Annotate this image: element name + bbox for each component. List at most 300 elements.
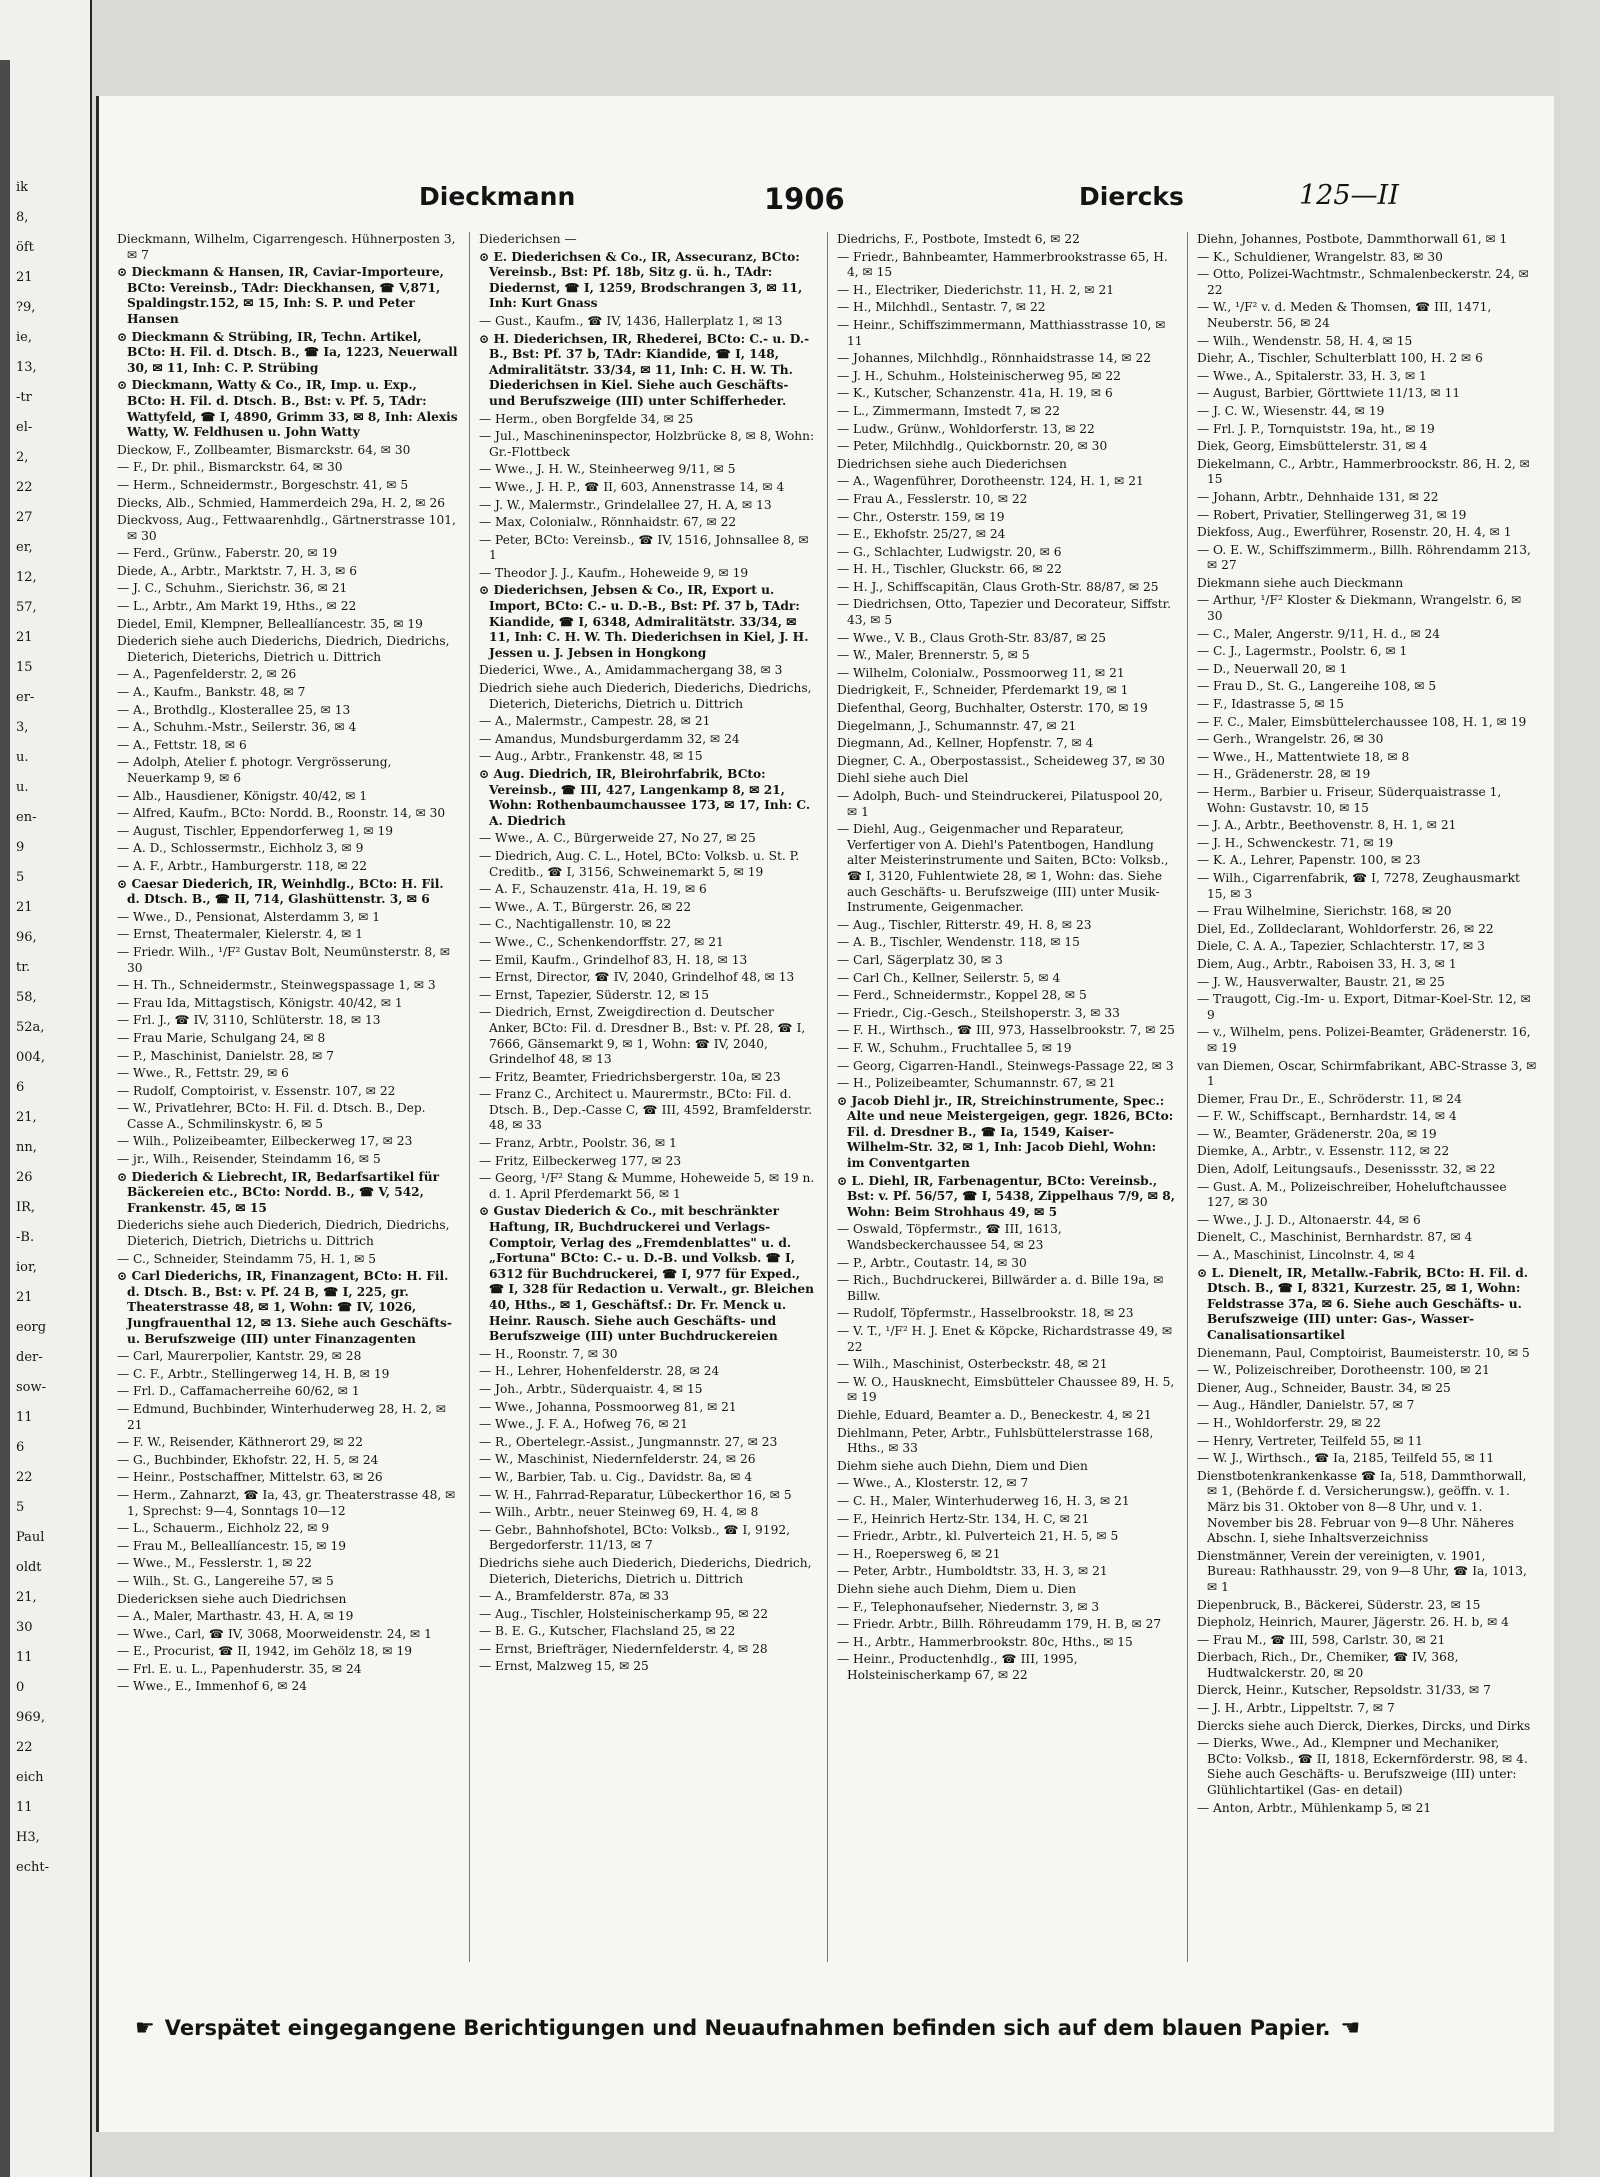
directory-entry: — R., Obertelegr.-Assist., Jungmannstr. 27, ✉ 23 bbox=[479, 1434, 778, 1449]
directory-entry: — E., Procurist, ☎ II, 1942, im Gehölz 18, ✉ 19 bbox=[117, 1644, 412, 1659]
directory-entry: — Wilh., Polizeibeamter, Eilbeckerweg 17, ✉ 23 bbox=[117, 1134, 413, 1149]
directory-entry: Diedrigkeit, F., Schneider, Pferdemarkt 19, ✉ 1 bbox=[837, 683, 1129, 698]
directory-entry: — Ernst, Briefträger, Niedernfelderstr. 4, ✉ 28 bbox=[479, 1641, 768, 1656]
directory-entry: van Diemen, Oscar, Schirmfabrikant, ABC-Strasse 3, ✉ 1 bbox=[1197, 1058, 1537, 1089]
previous-page-fragment: 8, bbox=[16, 210, 29, 225]
previous-page-fragment: ik bbox=[16, 180, 29, 195]
directory-entry: — P., Maschinist, Danielstr. 28, ✉ 7 bbox=[117, 1048, 335, 1063]
directory-entry: — Wwe., D., Pensionat, Alsterdamm 3, ✉ 1 bbox=[117, 909, 381, 924]
column-divider bbox=[469, 232, 470, 1962]
previous-page-fragment: 21 bbox=[16, 270, 33, 285]
directory-entry: — J. H., Arbtr., Lippeltstr. 7, ✉ 7 bbox=[1197, 1701, 1395, 1716]
directory-entry: — F., Telephonaufseher, Niedernstr. 3, ✉ 3 bbox=[837, 1599, 1100, 1614]
directory-entry: — H. H., Tischler, Gluckstr. 66, ✉ 22 bbox=[837, 562, 1062, 577]
directory-entry: Diegner, C. A., Oberpostassist., Scheideweg 37, ✉ 30 bbox=[837, 753, 1165, 768]
directory-entry: — H., Electriker, Diederichstr. 11, H. 2, ✉ 21 bbox=[837, 282, 1115, 297]
directory-entry: — Peter, Milchhdlg., Quickbornstr. 20, ✉ 30 bbox=[837, 439, 1108, 454]
directory-entry: ⊙ Gustav Diederich & Co., mit beschränkter Haftung, IR, Buchdruckerei und Verlags-Comptoir, Verlag des „Fremdenblattes" u. d. „Fortuna" BCto: C.- u. D.-B. und Volksb. ☎ I, 6312 für Buchdruckerei, ☎ I, 977 für Exped., ☎ I, 328 für Redaction u. Verwalt., gr. Bleichen 40, Hths., ✉ 1, Geschäftsf.: Dr. Fr. Menck u. Heinr. Rausch. Siehe auch Geschäfts- und Berufszweige (III) unter Buchdruckereien bbox=[479, 1204, 815, 1344]
previous-page-fragment: u. bbox=[16, 750, 29, 765]
previous-page-fragment: 30 bbox=[16, 1620, 33, 1635]
directory-entry: — W., Beamter, Grädenerstr. 20a, ✉ 19 bbox=[1197, 1126, 1437, 1141]
directory-entry: — Frau M., Belleallíancestr. 15, ✉ 19 bbox=[117, 1538, 346, 1553]
directory-entry: — F. W., Reisender, Käthnerort 29, ✉ 22 bbox=[117, 1435, 364, 1450]
directory-entry: — Gust., Kaufm., ☎ IV, 1436, Hallerplatz 1, ✉ 13 bbox=[479, 313, 783, 328]
directory-entry: — H., Lehrer, Hohenfelderstr. 28, ✉ 24 bbox=[479, 1364, 720, 1379]
directory-entry: — H., Milchhdl., Sentastr. 7, ✉ 22 bbox=[837, 300, 1046, 315]
directory-entry: Diehn siehe auch Diehm, Diem u. Dien bbox=[837, 1581, 1077, 1596]
directory-entry: — Jul., Maschineninspector, Holzbrücke 8, ✉ 8, Wohn: Gr.-Flottbeck bbox=[479, 429, 815, 459]
directory-entry: — Wwe., A. C., Bürgerweide 27, No 27, ✉ 25 bbox=[479, 831, 756, 846]
directory-entry: — Wwe., J. F. A., Hofweg 76, ✉ 21 bbox=[479, 1417, 688, 1432]
directory-entry: ⊙ Aug. Diedrich, IR, Bleirohrfabrik, BCto: Vereinsb., ☎ III, 427, Langenkamp 8, ✉ 21, Wohn: Rothenbaumchaussee 173, ✉ 17, Inh: C. A. Diedrich bbox=[479, 767, 811, 828]
directory-entry: Diener, Aug., Schneider, Baustr. 34, ✉ 25 bbox=[1197, 1380, 1451, 1395]
previous-page-fragment: 21 bbox=[16, 630, 33, 645]
directory-entry: — Herm., Schneidermstr., Borgeschstr. 41, ✉ 5 bbox=[117, 477, 409, 492]
directory-entry: — Aug., Tischler, Ritterstr. 49, H. 8, ✉ 23 bbox=[837, 917, 1092, 932]
directory-entry: ⊙ H. Diederichsen, IR, Rhederei, BCto: C.- u. D.-B., Bst: Pf. 37 b, TAdr: Kiandide, ☎ I, 148, Admiralitätstr. 33/34, ✉ 11, Inh: C. H. W. Th. Diederichsen in Kiel. Siehe auch Geschäfts- und Berufszweige (III) unter Schifferheder. bbox=[479, 331, 810, 408]
directory-entry: — H., Roonstr. 7, ✉ 30 bbox=[479, 1346, 618, 1361]
directory-entry: — Rudolf, Comptoirist, v. Essenstr. 107, ✉ 22 bbox=[117, 1083, 396, 1098]
previous-page-fragment: IR, bbox=[16, 1200, 36, 1215]
previous-page-fragment: eich bbox=[16, 1770, 44, 1785]
directory-entry: — Georg, ¹/F² Stang & Mumme, Hoheweide 5, ✉ 19 n. d. 1. April Pferdemarkt 56, ✉ 1 bbox=[479, 1171, 815, 1201]
directory-entry: — A., Pagenfelderstr. 2, ✉ 26 bbox=[117, 667, 297, 682]
directory-entry: — Otto, Polizei-Wachtmstr., Schmalenbeckerstr. 24, ✉ 22 bbox=[1197, 267, 1529, 297]
directory-entry: — F., Heinrich Hertz-Str. 134, H. C, ✉ 21 bbox=[837, 1511, 1090, 1526]
previous-page-fragment: 57, bbox=[16, 600, 37, 615]
directory-entry: — K. A., Lehrer, Papenstr. 100, ✉ 23 bbox=[1197, 853, 1421, 868]
directory-entry: — Wilh., Cigarrenfabrik, ☎ I, 7278, Zeughausmarkt 15, ✉ 3 bbox=[1197, 870, 1520, 901]
directory-entry: — J. C. W., Wiesenstr. 44, ✉ 19 bbox=[1197, 403, 1385, 418]
directory-entry: — Ludw., Grünw., Wohldorferstr. 13, ✉ 22 bbox=[837, 421, 1095, 436]
column-2 bbox=[479, 232, 817, 1962]
directory-entry: Diedrichs siehe auch Diederich, Diederichs, Diedrich, Dieterich, Dieterichs, Dietrich u. Dittrich bbox=[479, 1555, 812, 1586]
directory-entry: — Peter, BCto: Vereinsb., ☎ IV, 1516, Johnsallee 8, ✉ 1 bbox=[479, 532, 809, 563]
previous-page-fragment: 5 bbox=[16, 870, 25, 885]
directory-entry: Dienstbotenkrankenkasse ☎ Ia, 518, Dammthorwall, ✉ 1, (Behörde f. d. Versicherungsw.), geöffn. v. 1. März bis 31. Oktober von 8—8 Uhr, und v. 1. November bis 28. Februar von 9—8 Uhr. Näheres Abschn. I, siehe Inhaltsverzeichniss bbox=[1197, 1468, 1527, 1546]
directory-entry: — Georg, Cigarren-Handl., Steinwegs-Passage 22, ✉ 3 bbox=[837, 1058, 1174, 1073]
directory-entry: Diederich siehe auch Diederichs, Diedrich, Diedrichs, Dieterich, Dieterichs, Dietrich u. Dittrich bbox=[117, 634, 450, 664]
directory-entry: Diemer, Frau Dr., E., Schröderstr. 11, ✉ 24 bbox=[1197, 1091, 1462, 1106]
directory-entry: — L., Arbtr., Am Markt 19, Hths., ✉ 22 bbox=[117, 599, 357, 614]
pointing-hand-icon: ☛ bbox=[135, 2016, 155, 2041]
directory-entry: ⊙ Diederichsen, Jebsen & Co., IR, Export u. Import, BCto: C.- u. D.-B., Bst: Pf. 37 b, TAdr: Kiandide, ☎ I, 6348, Admiralitätstr. 33/34, ✉ 11, Inh: C. H. W. Th. Diederichsen in Kiel, J. H. Jessen u. J. Jebsen in Hongkong bbox=[479, 583, 809, 660]
directory-entry: Diekmann siehe auch Dieckmann bbox=[1197, 575, 1404, 590]
directory-entry: — H., Grädenerstr. 28, ✉ 19 bbox=[1197, 767, 1371, 782]
directory-entry: Diegmann, Ad., Kellner, Hopfenstr. 7, ✉ 4 bbox=[837, 736, 1094, 751]
directory-entry: — A., Kaufm., Bankstr. 48, ✉ 7 bbox=[117, 685, 306, 700]
directory-entry: — G., Buchbinder, Ekhofstr. 22, H. 5, ✉ 24 bbox=[117, 1452, 379, 1467]
footer-text: Verspätet eingegangene Berichtigungen und Neuaufnahmen befinden sich auf dem blauen Papier. bbox=[164, 2016, 1331, 2040]
directory-entry: — L., Schauerm., Eichholz 22, ✉ 9 bbox=[117, 1521, 330, 1536]
directory-entry: — Gust. A. M., Polizeischreiber, Hoheluftchaussee 127, ✉ 30 bbox=[1197, 1179, 1507, 1210]
directory-entry: — D., Neuerwall 20, ✉ 1 bbox=[1197, 661, 1348, 676]
directory-entry: — Henry, Vertreter, Teilfeld 55, ✉ 11 bbox=[1197, 1433, 1423, 1448]
directory-entry: Dieckow, F., Zollbeamter, Bismarckstr. 64, ✉ 30 bbox=[117, 442, 411, 457]
previous-page-fragment: u. bbox=[16, 780, 29, 795]
previous-page-fragment: 9 bbox=[16, 840, 25, 855]
directory-entry: — A., Wagenführer, Dorotheenstr. 124, H. 1, ✉ 21 bbox=[837, 474, 1144, 489]
directory-entry: — Gebr., Bahnhofshotel, BCto: Volksb., ☎ I, 9192, Bergedorferstr. 11/13, ✉ 7 bbox=[479, 1522, 790, 1553]
directory-entry: — Johann, Arbtr., Dehnhaide 131, ✉ 22 bbox=[1197, 489, 1439, 504]
previous-page-fragment: 21 bbox=[16, 900, 33, 915]
directory-entry: — A., Brothdlg., Klosterallee 25, ✉ 13 bbox=[117, 702, 351, 717]
directory-entry: — August, Barbier, Görttwiete 11/13, ✉ 11 bbox=[1197, 386, 1461, 401]
directory-entry: — Wwe., J. H. W., Steinheerweg 9/11, ✉ 5 bbox=[479, 462, 736, 477]
binding-edge bbox=[0, 60, 10, 2177]
directory-entry: — E., Ekhofstr. 25/27, ✉ 24 bbox=[837, 527, 1006, 542]
directory-entry: Diede, A., Arbtr., Marktstr. 7, H. 3, ✉ 6 bbox=[117, 563, 357, 578]
previous-page-fragment: el- bbox=[16, 420, 33, 435]
column-3 bbox=[837, 232, 1175, 1962]
header-year: 1906 bbox=[764, 182, 845, 216]
directory-entry: ⊙ Dieckmann & Hansen, IR, Caviar-Importeure, BCto: Vereinsb., TAdr: Dieckhansen, ☎ V,871, Spaldingstr.152, ✉ 15, Inh: S. P. und Peter Hansen bbox=[117, 265, 444, 326]
footer-notice bbox=[135, 2016, 1535, 2050]
directory-entry: — Wwe., J. H. P., ☎ II, 603, Annenstrasse 14, ✉ 4 bbox=[479, 479, 785, 494]
previous-page-fragment: ie, bbox=[16, 330, 32, 345]
previous-page-fragment: 6 bbox=[16, 1080, 25, 1095]
previous-page-fragment: nn, bbox=[16, 1140, 37, 1155]
directory-entry: — W., ¹/F² v. d. Meden & Thomsen, ☎ III, 1471, Neuberstr. 56, ✉ 24 bbox=[1197, 300, 1492, 330]
directory-entry: — J. W., Hausverwalter, Baustr. 21, ✉ 25 bbox=[1197, 974, 1445, 989]
directory-entry: ⊙ Jacob Diehl jr., IR, Streichinstrumente, Spec.: Alte und neue Meistergeigen, gegr. 1826, BCto: Fil. d. Dresdner B., ☎ Ia, 1549, Kaiser-Wilhelm-Str. 32, ✉ 1, Inh: Jacob Diehl, Wohn: im Conventgarten bbox=[837, 1093, 1174, 1171]
directory-entry: Diehlmann, Peter, Arbtr., Fuhlsbüttelerstrasse 168, Hths., ✉ 33 bbox=[837, 1425, 1154, 1456]
directory-entry: — Wilh., Wendenstr. 58, H. 4, ✉ 15 bbox=[1197, 333, 1413, 348]
directory-entry: — C. F., Arbtr., Stellingerweg 14, H. B, ✉ 19 bbox=[117, 1366, 390, 1381]
directory-entry: — Franz, Arbtr., Poolstr. 36, ✉ 1 bbox=[479, 1136, 677, 1151]
directory-entry: — J. C., Schuhm., Sierichstr. 36, ✉ 21 bbox=[117, 581, 348, 596]
directory-entry: — Ernst, Tapezier, Süderstr. 12, ✉ 15 bbox=[479, 987, 710, 1002]
directory-entry: — A., Bramfelderstr. 87a, ✉ 33 bbox=[479, 1589, 670, 1604]
previous-page-fragment: 15 bbox=[16, 660, 33, 675]
directory-entry: — G., Schlachter, Ludwigstr. 20, ✉ 6 bbox=[837, 544, 1062, 559]
previous-page-fragment: oldt bbox=[16, 1560, 42, 1575]
directory-entry: — Frau A., Fesslerstr. 10, ✉ 22 bbox=[837, 491, 1028, 506]
directory-entry: Diel, Ed., Zolldeclarant, Wohldorferstr. 26, ✉ 22 bbox=[1197, 921, 1494, 936]
directory-entry: Diederici, Wwe., A., Amidammachergang 38, ✉ 3 bbox=[479, 663, 783, 678]
directory-entry: — Wilhelm, Colonialw., Possmoorweg 11, ✉ 21 bbox=[837, 665, 1125, 680]
directory-entry: ⊙ L. Dienelt, IR, Metallw.-Fabrik, BCto: H. Fil. d. Dtsch. B., ☎ I, 8321, Kurzestr. 25, ✉ 1, Wohn: Feldstrasse 37a, ✉ 6. Siehe auch Geschäfts- u. Berufszweige (III) unter: Gas-, Wasser-Canalisationsartikel bbox=[1197, 1265, 1529, 1342]
directory-entry: — H. Th., Schneidermstr., Steinwegspassage 1, ✉ 3 bbox=[117, 978, 436, 993]
directory-entry: Diele, C. A. A., Tapezier, Schlachterstr. 17, ✉ 3 bbox=[1197, 939, 1485, 954]
directory-entry: — Rich., Buchdruckerei, Billwärder a. d. Bille 19a, ✉ Billw. bbox=[837, 1273, 1164, 1303]
page-number: 125—II bbox=[1299, 180, 1399, 211]
directory-entry: — Wwe., R., Fettstr. 29, ✉ 6 bbox=[117, 1066, 289, 1081]
previous-page-fragment: 6 bbox=[16, 1440, 25, 1455]
directory-entry: — Amandus, Mundsburgerdamm 32, ✉ 24 bbox=[479, 731, 740, 746]
previous-page-fragment: 12, bbox=[16, 570, 37, 585]
directory-entry: — Wwe., Carl, ☎ IV, 3068, Moorweidenstr. 24, ✉ 1 bbox=[117, 1626, 432, 1641]
directory-entry: — A., Malermstr., Campestr. 28, ✉ 21 bbox=[479, 714, 711, 729]
previous-page-fragment: 21 bbox=[16, 1290, 33, 1305]
directory-entry: ⊙ Dieckmann, Watty & Co., IR, Imp. u. Exp., BCto: H. Fil. d. Dtsch. B., Bst: v. Pf. 5, TAdr: Wattyfeld, ☎ I, 4890, Grimm 33, ✉ 8, Inh: Alexis Watty, W. Feldhusen u. John Watty bbox=[117, 378, 458, 440]
directory-entry: — C., Nachtigallenstr. 10, ✉ 22 bbox=[479, 917, 672, 932]
directory-entry: — F. W., Schiffscapt., Bernhardstr. 14, ✉ 4 bbox=[1197, 1109, 1457, 1124]
directory-entry: — Wwe., A. T., Bürgerstr. 26, ✉ 22 bbox=[479, 899, 692, 914]
directory-entry: — C. J., Lagermstr., Poolstr. 6, ✉ 1 bbox=[1197, 644, 1408, 659]
directory-entry: — Wwe., V. B., Claus Groth-Str. 83/87, ✉ 25 bbox=[837, 630, 1107, 645]
directory-entry: — Friedr., Cig.-Gesch., Steilshoperstr. 3, ✉ 33 bbox=[837, 1005, 1120, 1020]
directory-entry: — Frau Marie, Schulgang 24, ✉ 8 bbox=[117, 1030, 326, 1045]
directory-entry: — Adolph, Atelier f. photogr. Vergrösserung, Neuerkamp 9, ✉ 6 bbox=[117, 755, 392, 785]
directory-entry: Diem, Aug., Arbtr., Raboisen 33, H. 3, ✉ 1 bbox=[1197, 956, 1457, 971]
directory-entry: — Dierks, Wwe., Ad., Klempner und Mechaniker, BCto: Volksb., ☎ II, 1818, Eckernförderstr. 98, ✉ 4. Siehe auch Geschäfts- u. Berufszweige (III) unter: Glühlichtartikel (Gas- en detail) bbox=[1197, 1736, 1528, 1798]
page-header bbox=[99, 182, 1554, 222]
directory-entry: — Ferd., Schneidermstr., Koppel 28, ✉ 5 bbox=[837, 988, 1087, 1003]
directory-entry: — Alb., Hausdiener, Königstr. 40/42, ✉ 1 bbox=[117, 788, 368, 803]
directory-entry: — Diehl, Aug., Geigenmacher und Reparateur, Verfertiger von A. Diehl's Patentbogen, Handlung alter Meisterinstrumente und Saiten, BCto: Volksb., ☎ I, 3120, Fuhlentwiete 28, ✉ 1, Wohn: das. Siehe auch Geschäfts- u. Berufszweige (III) unter Musik-Instrumente, Geigenmacher. bbox=[837, 822, 1169, 915]
directory-entry: — W., Maler, Brennerstr. 5, ✉ 5 bbox=[837, 648, 1030, 663]
directory-entry: — F., Idastrasse 5, ✉ 15 bbox=[1197, 697, 1345, 712]
directory-entry: — F., Dr. phil., Bismarckstr. 64, ✉ 30 bbox=[117, 460, 343, 475]
directory-entry: — Diedrich, Ernst, Zweigdirection d. Deutscher Anker, BCto: Fil. d. Dresdner B., Bst: v. Pf. 28, ☎ I, 7666, Gänsemarkt 9, ✉ 1, Wohn: ☎ IV, 2040, Grindelhof 48, ✉ 13 bbox=[479, 1005, 806, 1067]
directory-entry: Dienelt, C., Maschinist, Bernhardstr. 87, ✉ 4 bbox=[1197, 1230, 1473, 1245]
directory-entry: — Frl. E. u. L., Papenhuderstr. 35, ✉ 24 bbox=[117, 1661, 362, 1676]
previous-page-fragment: 2, bbox=[16, 450, 29, 465]
directory-entry: Diederichsen — bbox=[479, 232, 577, 246]
directory-entry: — J. A., Arbtr., Beethovenstr. 8, H. 1, ✉ 21 bbox=[1197, 818, 1457, 833]
directory-entry: Diefenthal, Georg, Buchhalter, Osterstr. 170, ✉ 19 bbox=[837, 701, 1148, 716]
directory-entry: — K., Kutscher, Schanzenstr. 41a, H. 19, ✉ 6 bbox=[837, 386, 1113, 401]
directory-entry: — Max, Colonialw., Rönnhaidstr. 67, ✉ 22 bbox=[479, 515, 737, 530]
directory-entry: — Ernst, Malzweg 15, ✉ 25 bbox=[479, 1659, 649, 1674]
previous-page-fragment: en- bbox=[16, 810, 37, 825]
directory-entry: ⊙ Dieckmann & Strübing, IR, Techn. Artikel, BCto: H. Fil. d. Dtsch. B., ☎ Ia, 1223, Neuerwall 30, ✉ 11, Inh: C. P. Strübing bbox=[117, 329, 458, 375]
directory-entry: — Wwe., A., Spitalerstr. 33, H. 3, ✉ 1 bbox=[1197, 368, 1427, 383]
directory-entry: — Friedr., Arbtr., kl. Pulverteich 21, H. 5, ✉ 5 bbox=[837, 1529, 1119, 1544]
directory-entry: — B. E. G., Kutscher, Flachsland 25, ✉ 22 bbox=[479, 1624, 736, 1639]
directory-entry: — Wilh., Maschinist, Osterbeckstr. 48, ✉ 21 bbox=[837, 1357, 1108, 1372]
directory-entry: — Wilh., St. G., Langereihe 57, ✉ 5 bbox=[117, 1573, 334, 1588]
directory-entry: — C., Maler, Angerstr. 9/11, H. d., ✉ 24 bbox=[1197, 626, 1441, 641]
pointing-hand-icon: ☚ bbox=[1340, 2016, 1361, 2041]
column-divider bbox=[827, 232, 828, 1962]
directory-entry: — Emil, Kaufm., Grindelhof 83, H. 18, ✉ 13 bbox=[479, 952, 748, 967]
directory-entry: Dieckmann, Wilhelm, Cigarrengesch. Hühnerposten 3, ✉ 7 bbox=[117, 232, 456, 262]
directory-entry: — P., Arbtr., Coutastr. 14, ✉ 30 bbox=[837, 1255, 1027, 1270]
previous-page-strip bbox=[0, 0, 92, 2177]
directory-entry: — Carl, Sägerplatz 30, ✉ 3 bbox=[837, 952, 1003, 967]
directory-entry: — Theodor J. J., Kaufm., Hoheweide 9, ✉ 19 bbox=[479, 565, 749, 580]
directory-entry: — v., Wilhelm, pens. Polizei-Beamter, Grädenerstr. 16, ✉ 19 bbox=[1197, 1025, 1531, 1055]
directory-entry: — Aug., Händler, Danielstr. 57, ✉ 7 bbox=[1197, 1398, 1415, 1413]
directory-entry: — Frl. J., ☎ IV, 3110, Schlüterstr. 18, ✉ 13 bbox=[117, 1013, 381, 1028]
previous-page-fragment: Paul bbox=[16, 1530, 45, 1545]
directory-entry: — Heinr., Schiffszimmermann, Matthiasstrasse 10, ✉ 11 bbox=[837, 317, 1166, 348]
directory-entry: — W., Polizeischreiber, Dorotheenstr. 100, ✉ 21 bbox=[1197, 1363, 1490, 1378]
directory-entry: Diek, Georg, Eimsbüttelerstr. 31, ✉ 4 bbox=[1197, 439, 1428, 454]
previous-page-fragment: H3, bbox=[16, 1830, 40, 1845]
directory-entry: — K., Schuldiener, Wrangelstr. 83, ✉ 30 bbox=[1197, 249, 1443, 264]
directory-entry: — A. D., Schlossermstr., Eichholz 3, ✉ 9 bbox=[117, 841, 364, 856]
previous-page-fragment: ior, bbox=[16, 1260, 37, 1275]
directory-entry: — Wwe., A., Klosterstr. 12, ✉ 7 bbox=[837, 1476, 1029, 1491]
previous-page-fragment: 004, bbox=[16, 1050, 45, 1065]
header-left-keyword: Dieckmann bbox=[419, 182, 576, 211]
directory-entry: Diehr, A., Tischler, Schulterblatt 100, H. 2 ✉ 6 bbox=[1197, 351, 1483, 366]
directory-entry: — Peter, Arbtr., Humboldtstr. 33, H. 3, ✉ 21 bbox=[837, 1564, 1108, 1579]
directory-entry: — L., Zimmermann, Imstedt 7, ✉ 22 bbox=[837, 403, 1060, 418]
previous-page-fragment: 96, bbox=[16, 930, 37, 945]
directory-entry: — Anton, Arbtr., Mühlenkamp 5, ✉ 21 bbox=[1197, 1800, 1432, 1815]
previous-page-fragment: er- bbox=[16, 690, 35, 705]
directory-entry: — Wilh., Arbtr., neuer Steinweg 69, H. 4, ✉ 8 bbox=[479, 1505, 759, 1520]
directory-entry: — H., Roepersweg 6, ✉ 21 bbox=[837, 1546, 1001, 1561]
directory-entry: — Carl, Maurerpolier, Kantstr. 29, ✉ 28 bbox=[117, 1349, 362, 1364]
previous-page-fragment: 21, bbox=[16, 1110, 37, 1125]
directory-entry: ⊙ Caesar Diederich, IR, Weinhdlg., BCto: H. Fil. d. Dtsch. B., ☎ II, 714, Glashüttenstr. 3, ✉ 6 bbox=[117, 876, 444, 907]
directory-entry: — Franz C., Architect u. Maurermstr., BCto: Fil. d. Dtsch. B., Dep.-Casse C, ☎ III, 4592, Bramfelderstr. 48, ✉ 33 bbox=[479, 1087, 813, 1133]
previous-page-fragment: 969, bbox=[16, 1710, 45, 1725]
directory-entry: Diehm siehe auch Diehn, Diem und Dien bbox=[837, 1458, 1088, 1473]
directory-entry: — Herm., oben Borgfelde 34, ✉ 25 bbox=[479, 411, 694, 426]
directory-entry: — F. C., Maler, Eimsbüttelerchaussee 108, H. 1, ✉ 19 bbox=[1197, 714, 1527, 729]
directory-entry: — Frau Wilhelmine, Sierichstr. 168, ✉ 20 bbox=[1197, 904, 1452, 919]
directory-entry: — Wwe., H., Mattentwiete 18, ✉ 8 bbox=[1197, 749, 1410, 764]
directory-entry: Dienemann, Paul, Comptoirist, Baumeisterstr. 10, ✉ 5 bbox=[1197, 1345, 1530, 1360]
directory-entry: — Joh., Arbtr., Süderquaistr. 4, ✉ 15 bbox=[479, 1381, 703, 1396]
previous-page-fragment: sow- bbox=[16, 1380, 47, 1395]
directory-entry: Dieckvoss, Aug., Fettwaarenhdlg., Gärtnerstrasse 101, ✉ 30 bbox=[117, 513, 456, 543]
directory-entry: Diegelmann, J., Schumannstr. 47, ✉ 21 bbox=[837, 718, 1077, 733]
directory-entry: — W. H., Fahrrad-Reparatur, Lübeckerthor 16, ✉ 5 bbox=[479, 1487, 792, 1502]
column-4 bbox=[1197, 232, 1537, 1962]
directory-entry: — Fritz, Beamter, Friedrichsbergerstr. 10a, ✉ 23 bbox=[479, 1069, 781, 1084]
directory-entry: — Frl. J. P., Tornquiststr. 19a, ht., ✉ 19 bbox=[1197, 421, 1435, 436]
directory-entry: — Aug., Arbtr., Frankenstr. 48, ✉ 15 bbox=[479, 749, 703, 764]
previous-page-fragment: 5 bbox=[16, 1500, 25, 1515]
directory-entry: Diekelmann, C., Arbtr., Hammerbroockstr. 86, H. 2, ✉ 15 bbox=[1197, 456, 1530, 487]
directory-entry: — Wwe., Johanna, Possmoorweg 81, ✉ 21 bbox=[479, 1399, 737, 1414]
previous-page-fragment: 0 bbox=[16, 1680, 25, 1695]
previous-page-fragment: echt- bbox=[16, 1860, 49, 1875]
directory-entry: — O. E. W., Schiffszimmerm., Billh. Röhrendamm 213, ✉ 27 bbox=[1197, 542, 1531, 573]
directory-entry: ⊙ Diederich & Liebrecht, IR, Bedarfsartikel für Bäckereien etc., BCto: Nordd. B., ☎ V, 542, Frankenstr. 45, ✉ 15 bbox=[117, 1169, 440, 1215]
directory-entry: — Friedr. Wilh., ¹/F² Gustav Bolt, Neumünsterstr. 8, ✉ 30 bbox=[117, 944, 451, 975]
directory-entry: — J. W., Malermstr., Grindelallee 27, H. A, ✉ 13 bbox=[479, 497, 772, 512]
directory-entry: Diehn, Johannes, Postbote, Dammthorwall 61, ✉ 1 bbox=[1197, 232, 1508, 246]
directory-entry: — F. H., Wirthsch., ☎ III, 973, Hasselbrookstr. 7, ✉ 25 bbox=[837, 1023, 1175, 1038]
directory-entry: Diemke, A., Arbtr., v. Essenstr. 112, ✉ 22 bbox=[1197, 1144, 1450, 1159]
directory-entry: — H., Arbtr., Hammerbrookstr. 80c, Hths., ✉ 15 bbox=[837, 1634, 1133, 1649]
previous-page-fragment: 11 bbox=[16, 1650, 33, 1665]
directory-entry: Diederichs siehe auch Diederich, Diedrich, Diedrichs, Dieterich, Dietrich, Dietrichs u. Dittrich bbox=[117, 1218, 450, 1249]
directory-entry: Dierck, Heinr., Kutscher, Repsoldstr. 31/33, ✉ 7 bbox=[1197, 1683, 1491, 1698]
directory-entry: — Fritz, Eilbeckerweg 177, ✉ 23 bbox=[479, 1153, 682, 1168]
directory-entry: ⊙ L. Diehl, IR, Farbenagentur, BCto: Vereinsb., Bst: v. Pf. 56/57, ☎ I, 5438, Zippelhaus 7/9, ✉ 8, Wohn: Beim Strohhaus 49, ✉ 5 bbox=[837, 1173, 1175, 1219]
previous-page-fragment: -tr bbox=[16, 390, 32, 405]
directory-entry: — Carl Ch., Kellner, Seilerstr. 5, ✉ 4 bbox=[837, 970, 1061, 985]
directory-entry: — Ferd., Grünw., Faberstr. 20, ✉ 19 bbox=[117, 546, 338, 561]
previous-page-fragment: 21, bbox=[16, 1590, 37, 1605]
directory-entry: — C., Schneider, Steindamm 75, H. 1, ✉ 5 bbox=[117, 1251, 377, 1266]
previous-page-fragment: eorg bbox=[16, 1320, 47, 1335]
directory-entry: Diehl siehe auch Diel bbox=[837, 771, 969, 786]
directory-entry: — Wwe., E., Immenhof 6, ✉ 24 bbox=[117, 1679, 308, 1694]
directory-entry: — Rudolf, Töpfermstr., Hasselbrookstr. 18, ✉ 23 bbox=[837, 1306, 1134, 1321]
directory-entry: — A., Schuhm.-Mstr., Seilerstr. 36, ✉ 4 bbox=[117, 720, 357, 735]
previous-page-fragment: 22 bbox=[16, 480, 33, 495]
directory-entry: — Johannes, Milchhdlg., Rönnhaidstrasse 14, ✉ 22 bbox=[837, 351, 1151, 366]
directory-entry: Diehle, Eduard, Beamter a. D., Beneckestr. 4, ✉ 21 bbox=[837, 1407, 1152, 1422]
directory-entry: — Heinr., Postschaffner, Mittelstr. 63, ✉ 26 bbox=[117, 1470, 383, 1485]
directory-entry: Diercks siehe auch Dierck, Dierkes, Dircks, und Dirks bbox=[1197, 1718, 1531, 1733]
directory-entry: — C. H., Maler, Winterhuderweg 16, H. 3, ✉ 21 bbox=[837, 1493, 1130, 1508]
directory-entry: — A. B., Tischler, Wendenstr. 118, ✉ 15 bbox=[837, 935, 1080, 950]
directory-entry: Diepholz, Heinrich, Maurer, Jägerstr. 26. H. b, ✉ 4 bbox=[1197, 1615, 1509, 1630]
directory-entry: — Friedr., Bahnbeamter, Hammerbrookstrasse 65, H. 4, ✉ 15 bbox=[837, 249, 1168, 280]
directory-entry: — Frau M., ☎ III, 598, Carlstr. 30, ✉ 21 bbox=[1197, 1632, 1446, 1647]
directory-entry: — F. W., Schuhm., Fruchtallee 5, ✉ 19 bbox=[837, 1040, 1072, 1055]
previous-page-fragment: öft bbox=[16, 240, 34, 255]
previous-page-fragment: 22 bbox=[16, 1470, 33, 1485]
previous-page-fragment: der- bbox=[16, 1350, 43, 1365]
directory-entry: — W. O., Hausknecht, Eimsbütteler Chaussee 89, H. 5, ✉ 19 bbox=[837, 1374, 1175, 1405]
directory-entry: — A., Fettstr. 18, ✉ 6 bbox=[117, 737, 247, 752]
directory-entry: — Frau D., St. G., Langereihe 108, ✉ 5 bbox=[1197, 679, 1437, 694]
previous-page-fragment: 58, bbox=[16, 990, 37, 1005]
directory-entry: — Diedrich, Aug. C. L., Hotel, BCto: Volksb. u. St. P. Creditb., ☎ I, 3156, Schweinemarkt 5, ✉ 19 bbox=[479, 848, 800, 879]
directory-entry: — A. F., Arbtr., Hamburgerstr. 118, ✉ 22 bbox=[117, 858, 367, 873]
directory-entry: — A. F., Schauzenstr. 41a, H. 19, ✉ 6 bbox=[479, 882, 707, 897]
directory-entry: — Heinr., Productenhdlg., ☎ III, 1995, Holsteinischerkamp 67, ✉ 22 bbox=[837, 1652, 1078, 1682]
directory-entry: — J. H., Schuhm., Holsteinischerweg 95, ✉ 22 bbox=[837, 368, 1121, 383]
directory-entry: — V. T., ¹/F² H. J. Enet & Köpcke, Richardstrasse 49, ✉ 22 bbox=[837, 1324, 1173, 1354]
directory-entry: Diedrichs, F., Postbote, Imstedt 6, ✉ 22 bbox=[837, 232, 1080, 246]
directory-entry: — Edmund, Buchbinder, Winterhuderweg 28, H. 2, ✉ 21 bbox=[117, 1401, 447, 1432]
directory-entry: Diecks, Alb., Schmied, Hammerdeich 29a, H. 2, ✉ 26 bbox=[117, 495, 445, 510]
directory-entry: Diepenbruck, B., Bäckerei, Süderstr. 23, ✉ 15 bbox=[1197, 1597, 1481, 1612]
previous-page-fragment: 52a, bbox=[16, 1020, 45, 1035]
directory-entry: — Herm., Zahnarzt, ☎ Ia, 43, gr. Theaterstrasse 48, ✉ 1, Sprechst: 9—4, Sonntags 10—12 bbox=[117, 1487, 456, 1518]
previous-page-fragment: 11 bbox=[16, 1410, 33, 1425]
directory-entry: — Traugott, Cig.-Im- u. Export, Ditmar-Koel-Str. 12, ✉ 9 bbox=[1197, 992, 1531, 1022]
directory-entry: — Alfred, Kaufm., BCto: Nordd. B., Roonstr. 14, ✉ 30 bbox=[117, 806, 446, 821]
previous-page-fragment: 3, bbox=[16, 720, 29, 735]
directory-entry: — W., Maschinist, Niedernfelderstr. 24, ✉ 26 bbox=[479, 1452, 756, 1467]
directory-entry: Diekfoss, Aug., Ewerführer, Rosenstr. 20, H. 4, ✉ 1 bbox=[1197, 525, 1512, 540]
directory-entry: — Oswald, Töpfermstr., ☎ III, 1613, Wandsbeckerchaussee 54, ✉ 23 bbox=[837, 1222, 1062, 1253]
directory-entry: — W., Privatlehrer, BCto: H. Fil. d. Dtsch. B., Dep. Casse A., Schmilinskystr. 6, ✉ 5 bbox=[117, 1101, 426, 1131]
directory-entry: — Gerh., Wrangelstr. 26, ✉ 30 bbox=[1197, 732, 1384, 747]
directory-entry: Dienstmänner, Verein der vereinigten, v. 1901, Bureau: Rathhausstr. 29, von 9—8 Uhr, ☎ Ia, 1013, ✉ 1 bbox=[1197, 1548, 1527, 1594]
directory-entry: — Diedrichsen, Otto, Tapezier und Decorateur, Siffstr. 43, ✉ 5 bbox=[837, 597, 1171, 628]
directory-entry: — Wwe., J. J. D., Altonaerstr. 44, ✉ 6 bbox=[1197, 1212, 1421, 1227]
directory-entry: — Frl. D., Caffamacherreihe 60/62, ✉ 1 bbox=[117, 1384, 360, 1399]
directory-entry: — A., Maschinist, Lincolnstr. 4, ✉ 4 bbox=[1197, 1248, 1416, 1263]
directory-entry: — W. J., Wirthsch., ☎ Ia, 2185, Teilfeld 55, ✉ 11 bbox=[1197, 1451, 1495, 1466]
previous-page-fragment: ?9, bbox=[16, 300, 36, 315]
directory-entry: — J. H., Schwenckestr. 71, ✉ 19 bbox=[1197, 835, 1394, 850]
directory-entry: ⊙ Carl Diederichs, IR, Finanzagent, BCto: H. Fil. d. Dtsch. B., Bst: v. Pf. 24 B, ☎ I, 225, gr. Theaterstrasse 48, ✉ 1, Wohn: ☎ IV, 1026, Jungfrauenthal 12, ✉ 13. Siehe auch Geschäfts- u. Berufszweige (III) unter Finanzagenten bbox=[117, 1269, 452, 1346]
column-divider bbox=[1187, 232, 1188, 1962]
directory-entry: — Chr., Osterstr. 159, ✉ 19 bbox=[837, 509, 1005, 524]
directory-entry: Diedel, Emil, Klempner, Belleallíancestr. 35, ✉ 19 bbox=[117, 616, 423, 631]
directory-entry: ⊙ E. Diederichsen & Co., IR, Assecuranz, BCto: Vereinsb., Bst: Pf. 18b, Sitz g. ü. h., TAdr: Diedernst, ☎ I, 1259, Brodschrangen 3, ✉ 11, Inh: Kurt Gnass bbox=[479, 249, 803, 311]
directory-entry: — Aug., Tischler, Holsteinischerkamp 95, ✉ 22 bbox=[479, 1606, 769, 1621]
directory-entry: — H., Wohldorferstr. 29, ✉ 22 bbox=[1197, 1415, 1381, 1430]
directory-page bbox=[96, 96, 1554, 2132]
header-right-keyword: Diercks bbox=[1079, 182, 1184, 211]
previous-page-fragment: 26 bbox=[16, 1170, 33, 1185]
directory-entry: — A., Maler, Marthastr. 43, H. A, ✉ 19 bbox=[117, 1609, 354, 1624]
directory-entry: — Frau Ida, Mittagstisch, Königstr. 40/42, ✉ 1 bbox=[117, 995, 403, 1010]
directory-entry: — Ernst, Director, ☎ IV, 2040, Grindelhof 48, ✉ 13 bbox=[479, 970, 795, 985]
previous-page-fragment: 11 bbox=[16, 1800, 33, 1815]
directory-entry: — Herm., Barbier u. Friseur, Süderquaistrasse 1, Wohn: Gustavstr. 10, ✉ 15 bbox=[1197, 785, 1502, 815]
previous-page-fragment: 22 bbox=[16, 1740, 33, 1755]
directory-entry: — jr., Wilh., Reisender, Steindamm 16, ✉ 5 bbox=[117, 1152, 381, 1167]
